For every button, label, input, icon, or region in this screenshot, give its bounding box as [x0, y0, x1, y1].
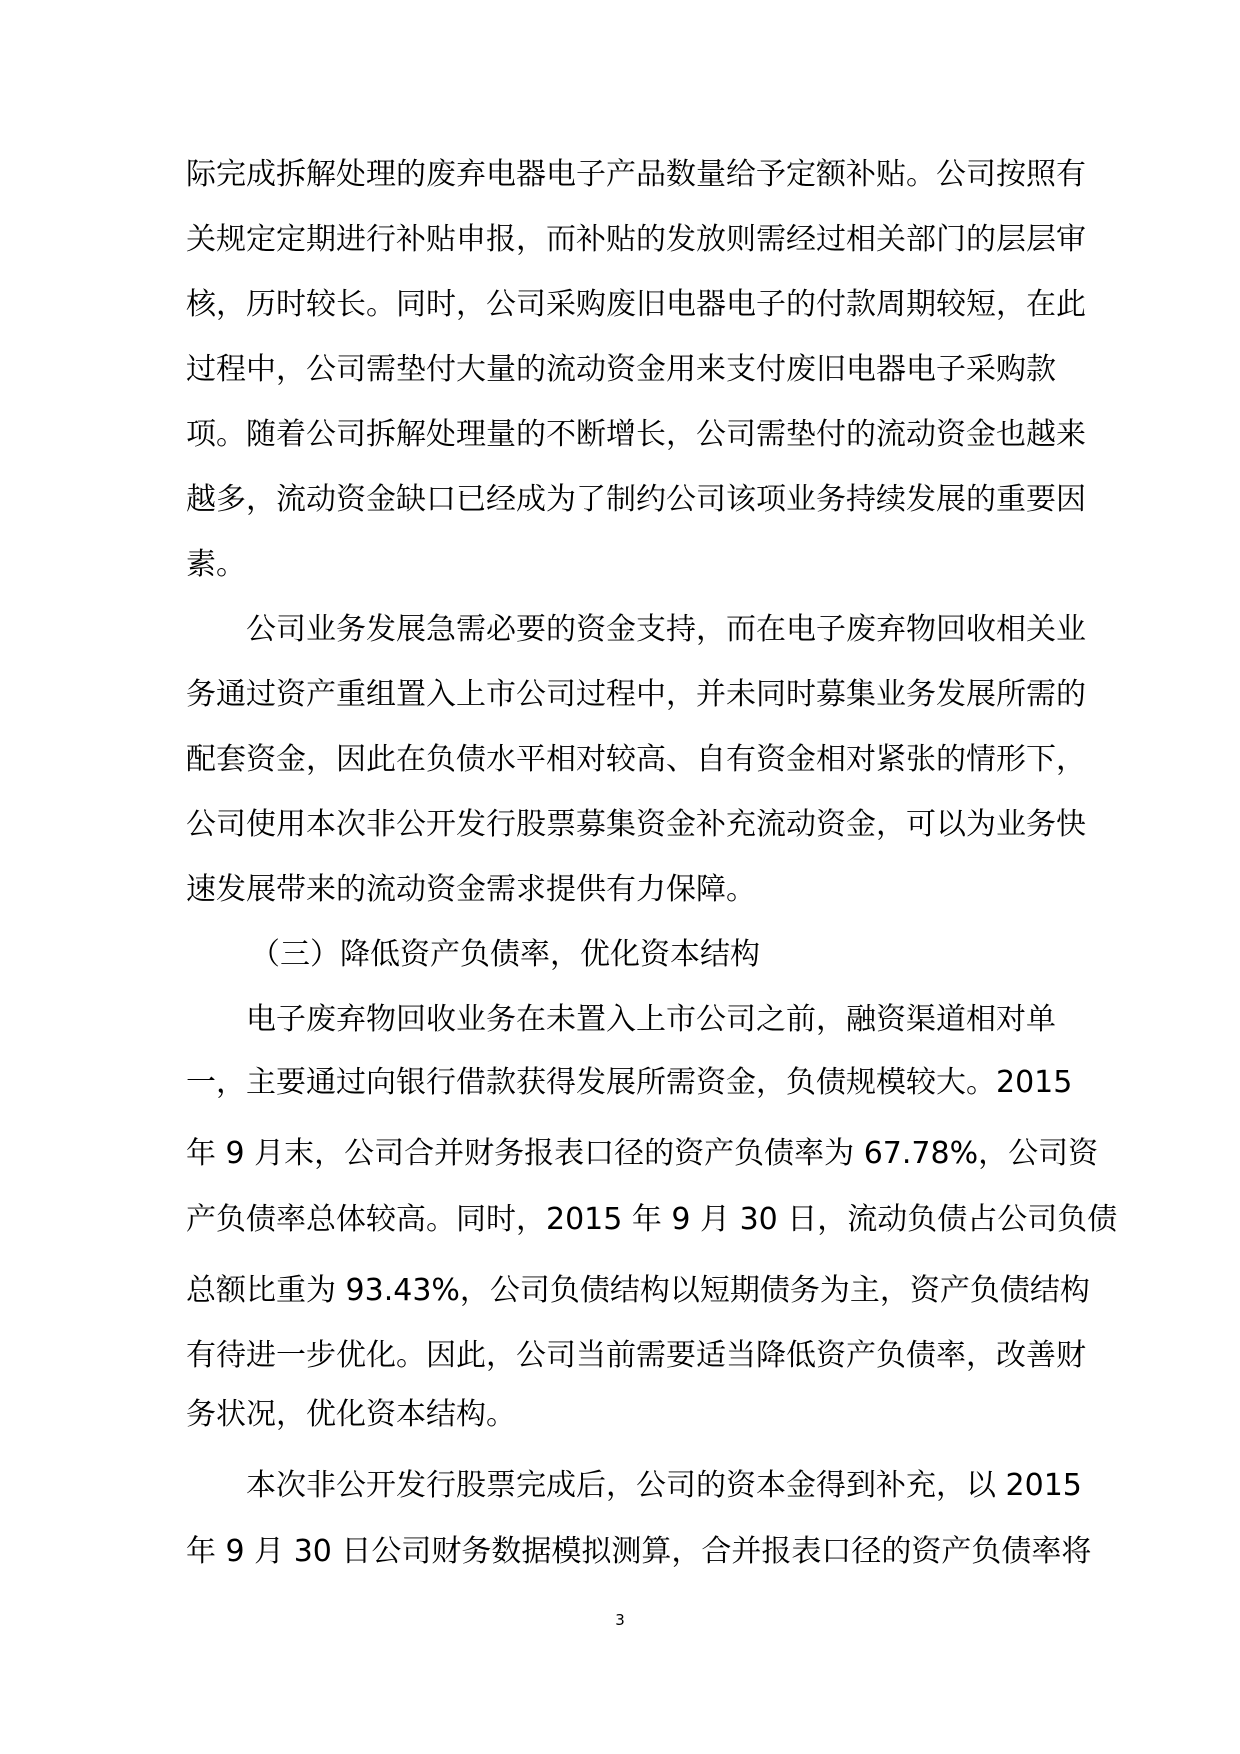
text-line: 关规定定期进行补贴申报，而补贴的发放则需经过相关部门的层层审	[186, 222, 1086, 257]
section-heading: （三）降低资产负债率，优化资本结构	[250, 937, 760, 972]
text-line: 电子废弃物回收业务在未置入上市公司之前，融资渠道相对单	[246, 1002, 1056, 1037]
text-line: 年 9 月 30 日公司财务数据模拟测算，合并报表口径的资产负债率将	[186, 1534, 1092, 1569]
text-line: 配套资金，因此在负债水平相对较高、自有资金相对紧张的情形下，	[186, 742, 1086, 777]
text-line: 际完成拆解处理的废弃电器电子产品数量给予定额补贴。公司按照有	[186, 157, 1086, 192]
page-number: 3	[615, 1611, 625, 1629]
text-line: 素。	[186, 547, 246, 582]
text-line: 务状况，优化资本结构。	[186, 1397, 516, 1432]
text-line: 越多，流动资金缺口已经成为了制约公司该项业务持续发展的重要因	[186, 482, 1086, 517]
text-line: 公司业务发展急需必要的资金支持，而在电子废弃物回收相关业	[246, 612, 1086, 647]
text-line: 总额比重为 93.43%，公司负债结构以短期债务为主，资产负债结构	[186, 1273, 1090, 1308]
text-line: 公司使用本次非公开发行股票募集资金补充流动资金，可以为业务快	[186, 807, 1086, 842]
text-line: 核，历时较长。同时，公司采购废旧电器电子的付款周期较短，在此	[186, 287, 1086, 322]
text-line: 一，主要通过向银行借款获得发展所需资金，负债规模较大。2015	[186, 1065, 1073, 1100]
text-line: 速发展带来的流动资金需求提供有力保障。	[186, 872, 756, 907]
text-line: 务通过资产重组置入上市公司过程中，并未同时募集业务发展所需的	[186, 677, 1086, 712]
text-line: 产负债率总体较高。同时，2015 年 9 月 30 日，流动负债占公司负债	[186, 1202, 1118, 1237]
text-line: 有待进一步优化。因此，公司当前需要适当降低资产负债率，改善财	[186, 1338, 1086, 1373]
text-line: 项。随着公司拆解处理量的不断增长，公司需垫付的流动资金也越来	[186, 417, 1086, 452]
text-line: 过程中，公司需垫付大量的流动资金用来支付废旧电器电子采购款	[186, 352, 1056, 387]
text-line: 本次非公开发行股票完成后，公司的资本金得到补充，以 2015	[246, 1468, 1082, 1503]
text-line: 年 9 月末，公司合并财务报表口径的资产负债率为 67.78%，公司资	[186, 1136, 1099, 1171]
